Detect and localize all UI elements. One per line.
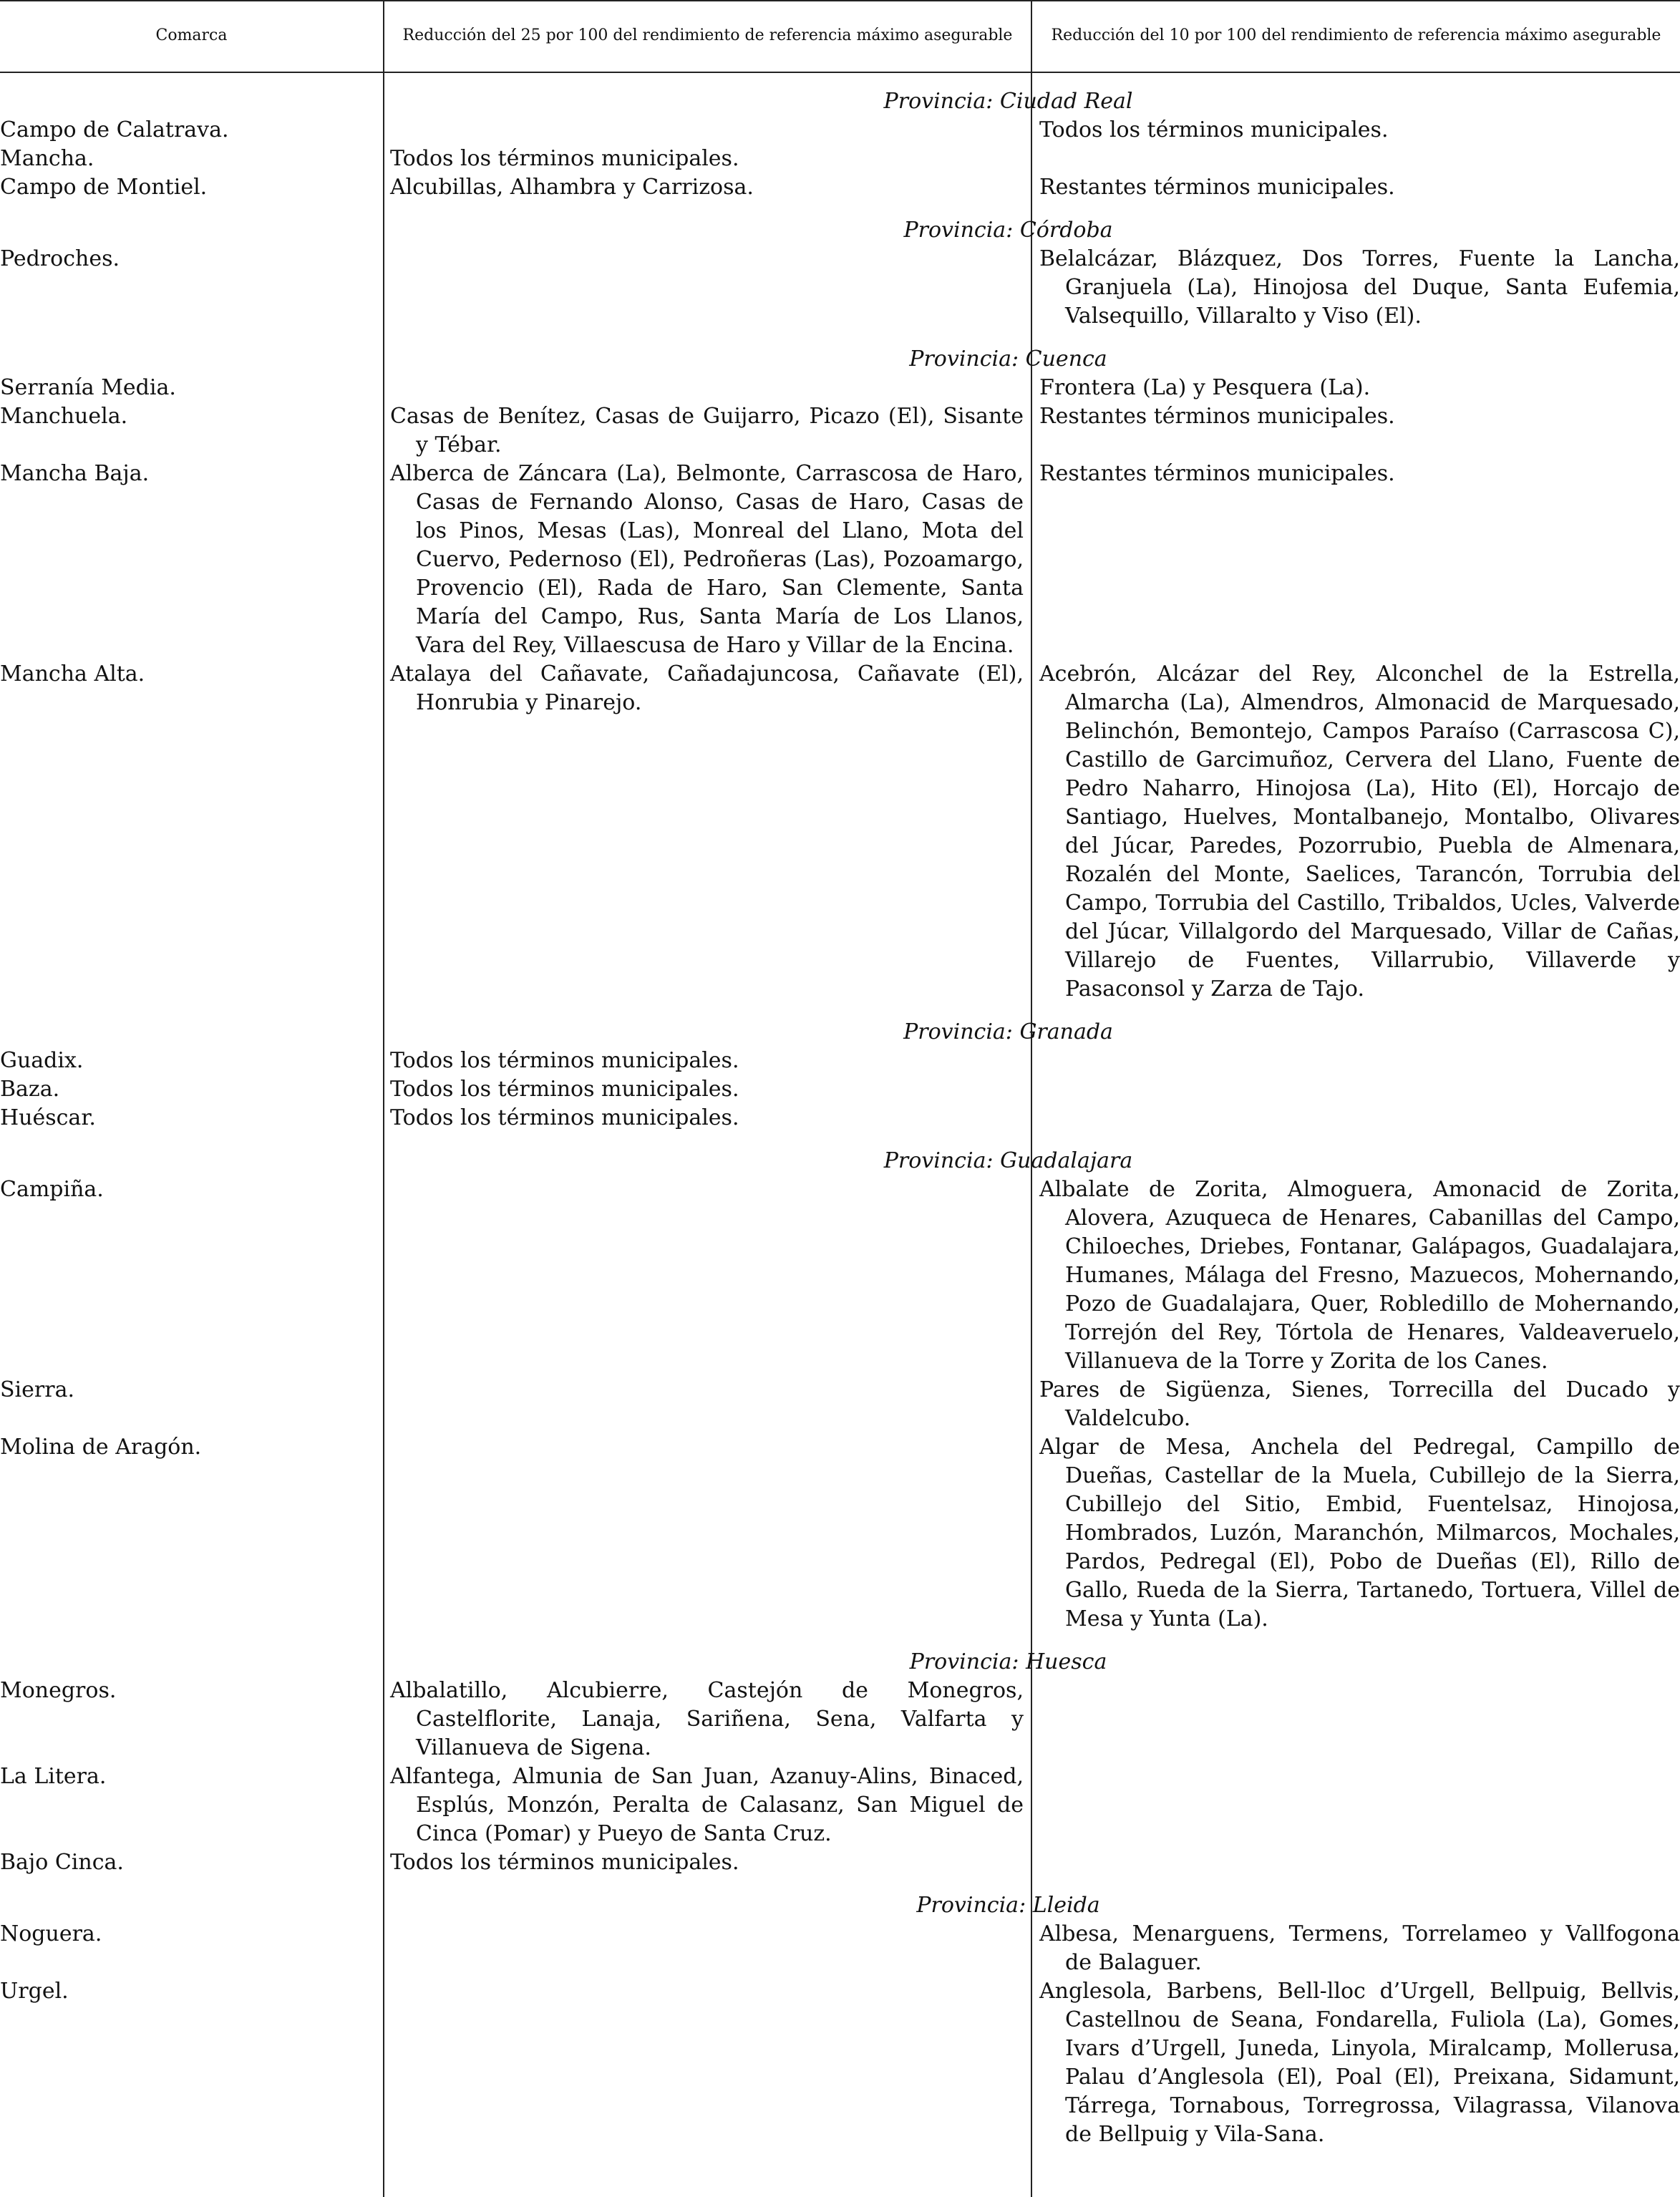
reduccion-10-cell [1031, 1104, 1680, 1133]
comarca-cell [0, 1762, 383, 1848]
table-row [0, 1677, 1680, 1762]
section-title-text: Provincia: Cuenca [909, 346, 1107, 372]
reduccion-10-cell-text: Restantes términos municipales. [1039, 404, 1395, 429]
section-title-text: Provincia: Guadalajara [883, 1148, 1133, 1173]
comarca-cell [0, 1433, 383, 1634]
reduccion-10-cell [1031, 1433, 1680, 1634]
section-title-text: Provincia: Huesca [909, 1649, 1107, 1674]
comarca-cell-text: Guadix. [0, 1048, 84, 1073]
comarca-cell-text: Campo de Calatrava. [0, 117, 229, 142]
reduccion-25-cell [383, 1047, 1031, 1075]
section-title-text: Provincia: Ciudad Real [883, 89, 1133, 114]
comarca-cell [0, 374, 383, 402]
comarca-cell-text: Campo de Montiel. [0, 175, 208, 200]
reduccion-25-cell-text: Todos los términos municipales. [390, 1048, 739, 1073]
reduccion-10-cell-text: Pares de Sigüenza, Sienes, Torrecilla del Ducado y Valdelcubo. [1039, 1377, 1680, 1431]
table-row [0, 1848, 1680, 1877]
reduccion-25-cell-text: Casas de Benítez, Casas de Guijarro, Picazo (El), Sisante y Tébar. [390, 404, 1024, 457]
table-row [0, 1433, 1680, 1634]
reduccion-10-cell-text: Acebrón, Alcázar del Rey, Alconchel de la Estrella, Almarcha (La), Almendros, Almonacid de Marquesado, Belinchón, Bemontejo, Campos Paraíso (Carrascosa C), Castillo de Garcimuñoz, Cervera del Llano, Fuente de Pedro Naharro, Hinojosa (La), Hito (El), Horcajo de Santiago, Huelves, Montalbanejo, Montalbo, Olivares del Júcar, Paredes, Pozorrubio, Puebla de Almenara, Rozalén del Monte, Saelices, Tarancón, Torrubia del Campo, Torrubia del Castillo, Tribaldos, Ucles, Valverde del Júcar, Villalgordo del Marquesado, Villar de Cañas, Villarejo de Fuentes, Villarrubio, Villaverde y Pasaconsol y Zarza de Tajo. [1039, 661, 1680, 1001]
reduccion-10-cell [1031, 1677, 1680, 1762]
table-row [0, 660, 1680, 1004]
reduccion-25-cell [383, 1104, 1031, 1133]
section-title [0, 216, 1680, 245]
reduccion-10-cell-text: Anglesola, Barbens, Bell-lloc d’Urgell, Bellpuig, Bellvis, Castellnou de Seana, Fondarella, Fuliola (La), Gomes, Ivars d’Urgell, Juneda, Linyola, Miralcamp, Mollerusa, Palau d’Anglesola (El), Poal (El), Preixana, Sidamunt, Tárrega, Tornabous, Torregrossa, Vilagrassa, Vilanova de Bellpuig y Vila-Sana. [1039, 1979, 1680, 2147]
reduccion-10-cell-text: Albalate de Zorita, Almoguera, Amonacid de Zorita, Alovera, Azuqueca de Henares, Cabanillas del Campo, Chiloeches, Driebes, Fontanar, Galápagos, Guadalajara, Humanes, Málaga del Fresno, Mazuecos, Mohernando, Pozo de Guadalajara, Quer, Robledillo de Mohernando, Torrejón del Rey, Tórtola de Henares, Valdeaveruelo, Villanueva de la Torre y Zorita de los Canes. [1039, 1177, 1680, 1374]
reduccion-25-cell-text: Albalatillo, Alcubierre, Castejón de Monegros, Castelflorite, Lanaja, Sariñena, Sena, Valfarta y Villanueva de Sigena. [390, 1678, 1024, 1760]
comarca-cell-text: Sierra. [0, 1377, 75, 1402]
reduccion-25-cell-text: Atalaya del Cañavate, Cañadajuncosa, Cañavate (El), Honrubia y Pinarejo. [390, 661, 1024, 715]
comarca-cell-text: Huéscar. [0, 1105, 96, 1130]
comarca-cell [0, 1376, 383, 1433]
comarca-cell-text: Bajo Cinca. [0, 1850, 124, 1875]
reduccion-25-cell [383, 1920, 1031, 1977]
header-comarca: Comarca [155, 26, 228, 44]
section-title [0, 1147, 1680, 1175]
reduccion-10-cell [1031, 374, 1680, 402]
table-row [0, 1175, 1680, 1376]
reduccion-10-cell [1031, 1047, 1680, 1075]
comarca-cell-text: La Litera. [0, 1764, 107, 1789]
reduccion-10-cell [1031, 145, 1680, 173]
comarca-cell [0, 173, 383, 202]
reduccion-25-cell [383, 1762, 1031, 1848]
reduccion-10-cell [1031, 460, 1680, 660]
comarca-cell-text: Mancha Alta. [0, 661, 145, 687]
reduccion-10-cell-text: Albesa, Menarguens, Termens, Torrelameo y Vallfogona de Balaguer. [1039, 1921, 1680, 1975]
reduccion-25-cell [383, 1977, 1031, 2149]
comarca-cell [0, 245, 383, 331]
reduccion-10-cell [1031, 1175, 1680, 1376]
table-row [0, 460, 1680, 660]
reduccion-25-cell [383, 1175, 1031, 1376]
section-title-text: Provincia: Córdoba [903, 218, 1113, 243]
table-row [0, 1920, 1680, 1977]
header-rule [0, 72, 1680, 73]
reduccion-10-cell-text: Todos los términos municipales. [1039, 117, 1389, 142]
reduccion-25-cell [383, 245, 1031, 331]
comarca-cell [0, 145, 383, 173]
table-row [0, 1075, 1680, 1104]
comarca-cell [0, 116, 383, 145]
comarca-cell-text: Mancha Baja. [0, 461, 150, 486]
reduccion-10-cell [1031, 245, 1680, 331]
table-row [0, 145, 1680, 173]
reduccion-10-cell [1031, 1762, 1680, 1848]
table-row [0, 116, 1680, 145]
comarca-cell [0, 1977, 383, 2149]
table-row [0, 374, 1680, 402]
section-title [0, 1018, 1680, 1047]
table-row [0, 173, 1680, 202]
reduccion-25-cell [383, 1075, 1031, 1104]
section-title-text: Provincia: Lleida [916, 1893, 1100, 1918]
comarca-cell [0, 1047, 383, 1075]
reduccion-25-cell [383, 1433, 1031, 1634]
reduccion-25-cell [383, 374, 1031, 402]
comarca-cell-text: Baza. [0, 1077, 60, 1102]
reduccion-10-cell [1031, 402, 1680, 460]
reduccion-25-cell-text: Alfantega, Almunia de San Juan, Azanuy-Alins, Binaced, Esplús, Monzón, Peralta de Calasanz, San Miguel de Cinca (Pomar) y Pueyo de Santa Cruz. [390, 1764, 1024, 1846]
reduccion-10-cell [1031, 660, 1680, 1004]
reduccion-10-cell-text: Restantes términos municipales. [1039, 175, 1395, 200]
reduccion-10-cell-text: Frontera (La) y Pesquera (La). [1039, 375, 1371, 400]
reduccion-10-cell-text: Algar de Mesa, Anchela del Pedregal, Campillo de Dueñas, Castellar de la Muela, Cubillejo de la Sierra, Cubillejo del Sitio, Embid, Fuentelsaz, Hinojosa, Hombrados, Luzón, Maranchón, Milmarcos, Mochales, Pardos, Pedregal (El), Pobo de Dueñas (El), Rillo de Gallo, Rueda de la Sierra, Tartanedo, Tortuera, Villel de Mesa y Yunta (La). [1039, 1435, 1680, 1631]
section-gap [0, 1877, 1680, 1891]
comarca-cell [0, 1075, 383, 1104]
reduccion-10-cell [1031, 1376, 1680, 1433]
comarca-cell-text: Noguera. [0, 1921, 102, 1946]
header-reduccion-10: Reducción del 10 por 100 del rendimiento de referencia máximo asegurable [1051, 26, 1661, 44]
reduccion-10-cell [1031, 1075, 1680, 1104]
comarca-cell-text: Manchuela. [0, 404, 128, 429]
section-title [0, 87, 1680, 116]
section-gap [0, 1634, 1680, 1648]
reduccion-10-cell [1031, 173, 1680, 202]
section-title [0, 345, 1680, 374]
comarca-cell [0, 1677, 383, 1762]
section-gap [0, 202, 1680, 216]
reduccion-10-cell-text: Restantes términos municipales. [1039, 461, 1395, 486]
table-row [0, 1376, 1680, 1433]
reduccion-25-cell [383, 660, 1031, 1004]
reduccion-10-cell [1031, 116, 1680, 145]
table-row [0, 1104, 1680, 1133]
reduccion-25-cell [383, 460, 1031, 660]
header-reduccion-25: Reducción del 25 por 100 del rendimiento de referencia máximo asegurable [402, 26, 1013, 44]
reduccion-25-cell [383, 402, 1031, 460]
reduccion-25-cell [383, 1376, 1031, 1433]
reduccion-25-cell [383, 1848, 1031, 1877]
reduccion-10-cell [1031, 1920, 1680, 1977]
comarca-cell-text: Molina de Aragón. [0, 1435, 202, 1460]
comarca-cell [0, 1104, 383, 1133]
table-row [0, 245, 1680, 331]
reduccion-25-cell-text: Todos los términos municipales. [390, 1850, 739, 1875]
section-title [0, 1648, 1680, 1677]
comarca-cell-text: Monegros. [0, 1678, 117, 1703]
reduccion-25-cell [383, 1677, 1031, 1762]
comarca-cell [0, 660, 383, 1004]
comarca-cell [0, 1175, 383, 1376]
table-body [0, 87, 1680, 2149]
reduccion-25-cell [383, 145, 1031, 173]
comarca-cell-text: Pedroches. [0, 246, 120, 271]
comarca-cell [0, 1920, 383, 1977]
reduccion-25-cell-text: Todos los términos municipales. [390, 146, 739, 171]
reduccion-10-cell [1031, 1977, 1680, 2149]
comarca-cell-text: Mancha. [0, 146, 94, 171]
reduccion-25-cell [383, 173, 1031, 202]
reduccion-25-cell [383, 116, 1031, 145]
table-row [0, 1047, 1680, 1075]
table-row [0, 1762, 1680, 1848]
comarca-cell-text: Campiña. [0, 1177, 104, 1202]
reduccion-10-cell [1031, 1848, 1680, 1877]
comarca-cell-text: Urgel. [0, 1979, 69, 2004]
section-gap [0, 1004, 1680, 1018]
comarca-cell [0, 1848, 383, 1877]
reduccion-25-cell-text: Alcubillas, Alhambra y Carrizosa. [390, 175, 754, 200]
reduccion-25-cell-text: Alberca de Záncara (La), Belmonte, Carrascosa de Haro, Casas de Fernando Alonso, Casas de Haro, Casas de los Pinos, Mesas (Las), Monreal del Llano, Mota del Cuervo, Pedernoso (El), Pedroñeras (Las), Pozoamargo, Provencio (El), Rada de Haro, San Clemente, Santa María del Campo, Rus, Santa María de Los Llanos, Vara del Rey, Villaescusa de Haro y Villar de la Encina. [390, 461, 1024, 658]
reduccion-10-cell-text: Belalcázar, Blázquez, Dos Torres, Fuente la Lancha, Granjuela (La), Hinojosa del Duque, Santa Eufemia, Valsequillo, Villaralto y Viso (El). [1039, 246, 1680, 329]
reduccion-25-cell-text: Todos los términos municipales. [390, 1077, 739, 1102]
section-gap [0, 331, 1680, 345]
comarca-cell [0, 460, 383, 660]
table-row [0, 402, 1680, 460]
section-title [0, 1891, 1680, 1920]
section-title-text: Provincia: Granada [903, 1019, 1113, 1044]
reduccion-25-cell-text: Todos los términos municipales. [390, 1105, 739, 1130]
table-row [0, 1977, 1680, 2149]
section-gap [0, 1133, 1680, 1147]
comarca-cell [0, 402, 383, 460]
comarca-cell-text: Serranía Media. [0, 375, 176, 400]
